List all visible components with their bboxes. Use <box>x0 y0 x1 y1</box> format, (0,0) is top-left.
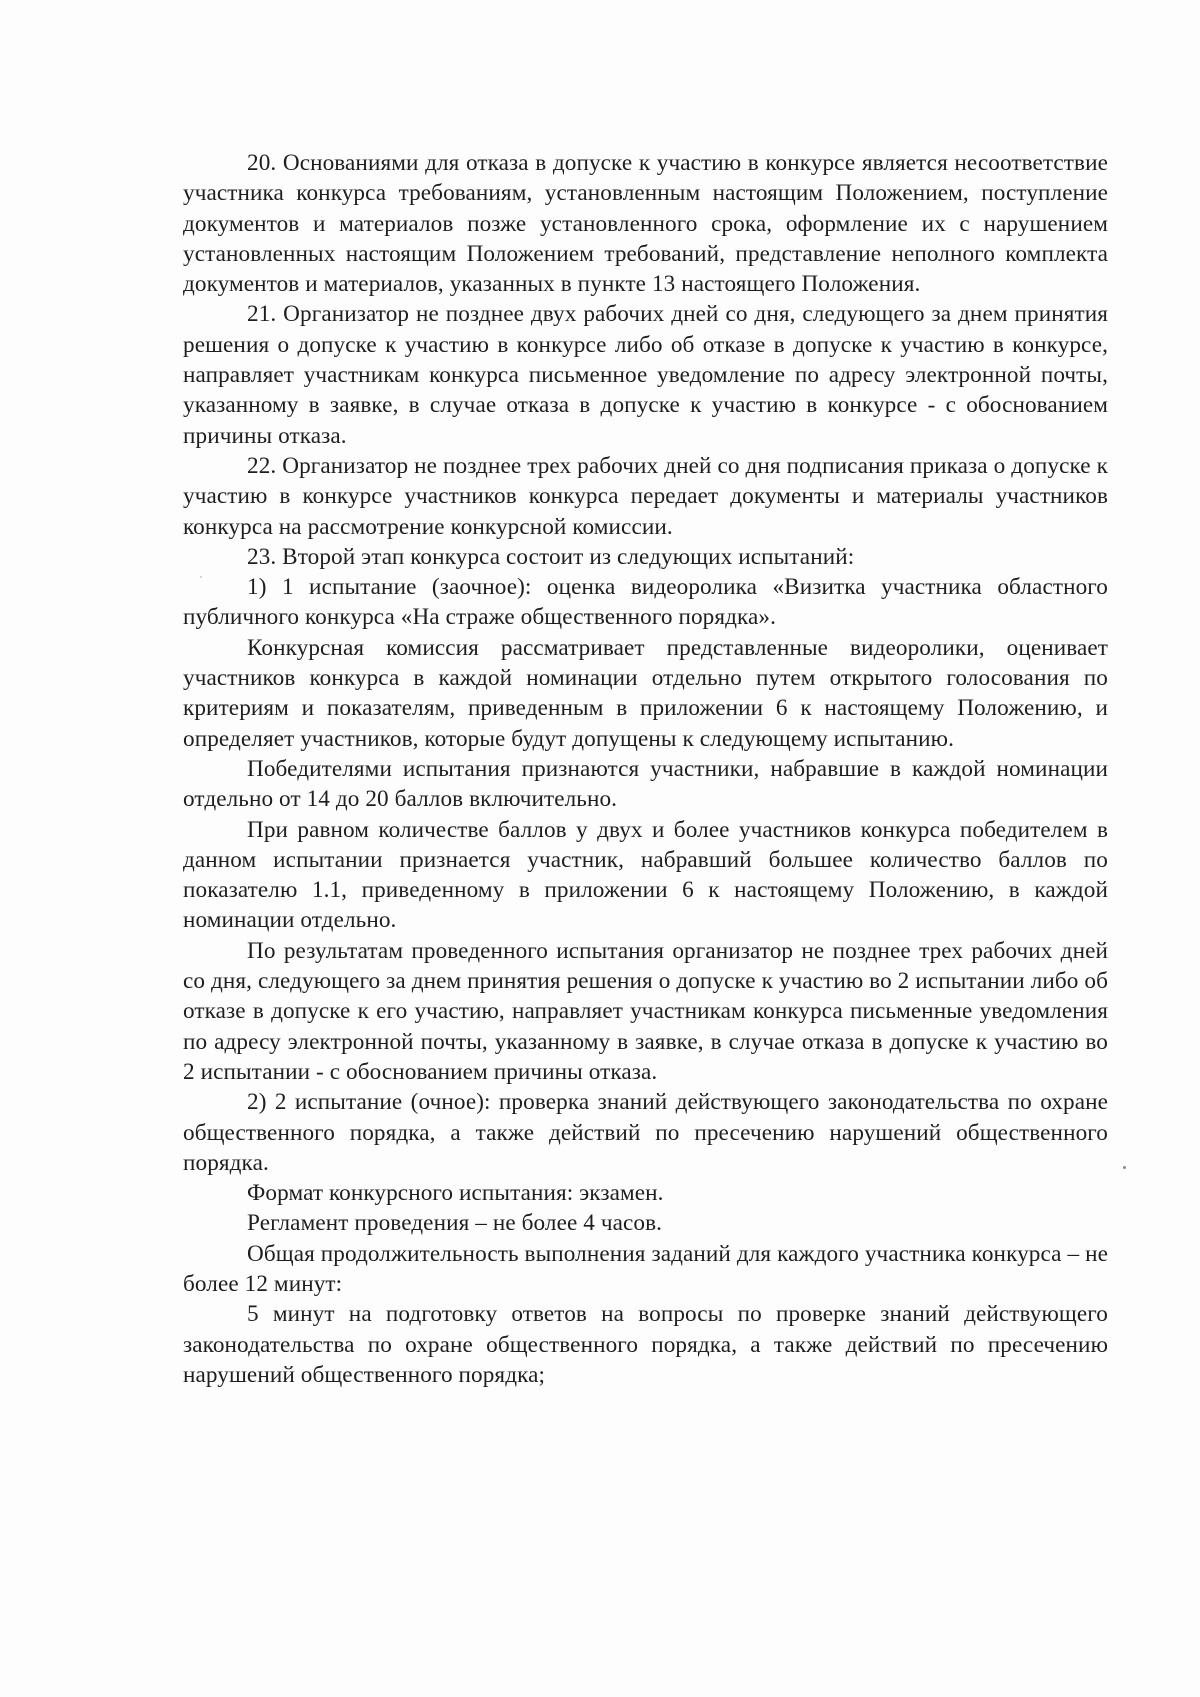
paragraph-23: 23. Второй этап конкурса состоит из следующих испытаний: <box>247 543 855 570</box>
paragraph-results-notice: По результатам проведенного испытания организатор не позднее трех рабочих дней со дня, следующего за днем принятия решения о допуске к участию во 2 испытании либо об отказе в допуске к его участию, направляет участникам конкурса письменные уведомления по адресу электронной почты, указанному в заявке, в случае отказа в допуске к участию во 2 испытании - с обоснованием причины отказа. <box>183 937 1108 1085</box>
paragraph-total-duration: Общая продолжительность выполнения заданий для каждого участника конкурса – не более 12 минут: <box>183 1240 1108 1297</box>
paragraph-test-2: 2) 2 испытание (очное): проверка знаний действующего законодательства по охране общественного порядка, а также действий по пресечению нарушений общественного порядка. <box>183 1089 1108 1176</box>
paragraph-test-1: 1) 1 испытание (заочное): оценка видеоролика «Визитка участника областного публичного конкурса «На страже общественного порядка». <box>183 574 1108 631</box>
scan-speck <box>1123 1166 1126 1169</box>
paragraph-commission-review: Конкурсная комиссия рассматривает представленные видеоролики, оценивает участников конкурса в каждой номинации отдельно путем открытого голосования по критериям и показателям, приведенным в приложении 6 к настоящему Положению, и определяет участников, которые будут допущены к следующему испытанию. <box>183 634 1108 752</box>
paragraph-22: 22. Организатор не позднее трех рабочих дней со дня подписания приказа о допуске к участию в конкурсе участников конкурса передает документы и материалы участников конкурса на рассмотрение конкурсной комиссии. <box>183 452 1108 540</box>
paragraph-21: 21. Организатор не позднее двух рабочих дней со дня, следующего за днем принятия решения о допуске к участию в конкурсе либо об отказе в допуске к участию в конкурсе, направляет участникам конкурса письменное уведомление по адресу электронной почты, указанному в заявке, в случае отказа в допуске к участию в конкурсе - с обоснованием причины отказа. <box>183 301 1108 449</box>
paragraph-20: 20. Основаниями для отказа в допуске к участию в конкурсе является несоответствие участника конкурса требованиям, установленным настоящим Положением, поступление документов и материалов позже установленного срока, оформление их с нарушением установленных настоящим Положением требований, представление неполного комплекта документов и материалов, указанных в пункте 13 настоящего Положения. <box>183 150 1108 298</box>
paragraph-format: Формат конкурсного испытания: экзамен. <box>247 1180 664 1207</box>
scan-speck <box>200 576 202 578</box>
paragraph-regulation: Регламент проведения – не более 4 часов. <box>247 1210 663 1237</box>
paragraph-preparation-time: 5 минут на подготовку ответов на вопросы по проверке знаний действующего законодательства по охране общественного порядка, а также действий по пресечению нарушений общественного порядка; <box>183 1301 1108 1388</box>
document-body <box>183 148 1108 1390</box>
paragraph-tie-rule: При равном количестве баллов у двух и более участников конкурса победителем в данном испытании признается участник, набравший большее количество баллов по показателю 1.1, приведенному в приложении 6 к настоящему Положению, в каждой номинации отдельно. <box>183 816 1108 934</box>
paragraph-winners: Победителями испытания признаются участники, набравшие в каждой номинации отдельно от 14 до 20 баллов включительно. <box>183 755 1108 813</box>
